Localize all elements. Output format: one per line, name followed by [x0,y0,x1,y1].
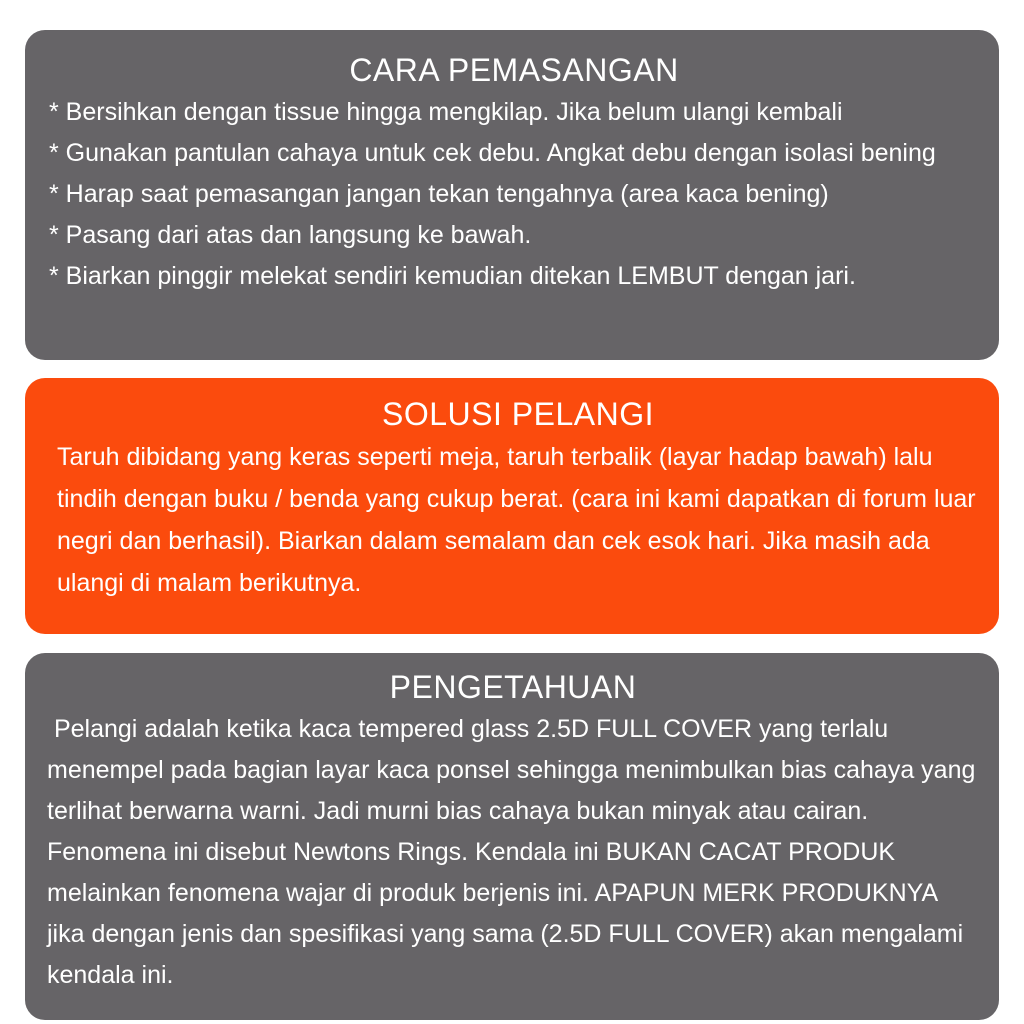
list-item: * Biarkan pinggir melekat sendiri kemudian ditekan LEMBUT dengan jari. [49,262,856,290]
pengetahuan-body: Pelangi adalah ketika kaca tempered glass 2.5D FULL COVER yang terlalu menempel pada bagian layar kaca ponsel sehingga menimbulkan bias cahaya yang terlihat berwarna warni. Jadi murni bias cahaya bukan minyak atau cairan. Fenomena ini disebut Newtons Rings. Kendala ini BUKAN CACAT PRODUK melainkan fenomena wajar di produk berjenis ini. APAPUN MERK PRODUKNYA jika dengan jenis dan spesifikasi yang sama (2.5D FULL COVER) akan mengalami kendala ini. [47,715,983,989]
solusi-pelangi-body: Taruh dibidang yang keras seperti meja, taruh terbalik (layar hadap bawah) lalu tindih dengan buku / benda yang cukup berat. (cara ini kami dapatkan di forum luar negri dan berhasil). Biarkan dalam semalam dan cek esok hari. Jika masih ada ulangi di malam berikutnya. [57,443,976,597]
list-item: * Bersihkan dengan tissue hingga mengkilap. Jika belum ulangi kembali [49,98,843,126]
list-item: * Gunakan pantulan cahaya untuk cek debu. Angkat debu dengan isolasi bening [49,139,936,167]
cara-pemasangan-title: CARA PEMASANGAN [349,52,679,88]
pengetahuan-title: PENGETAHUAN [389,669,637,705]
list-item: * Pasang dari atas dan langsung ke bawah. [49,221,532,249]
solusi-pelangi-card [25,378,999,634]
pengetahuan-card [25,653,999,1020]
cara-pemasangan-list [49,92,979,297]
cara-pemasangan-card [25,30,999,360]
list-item: * Harap saat pemasangan jangan tekan tengahnya (area kaca bening) [49,180,829,208]
solusi-pelangi-title: SOLUSI PELANGI [382,396,654,432]
